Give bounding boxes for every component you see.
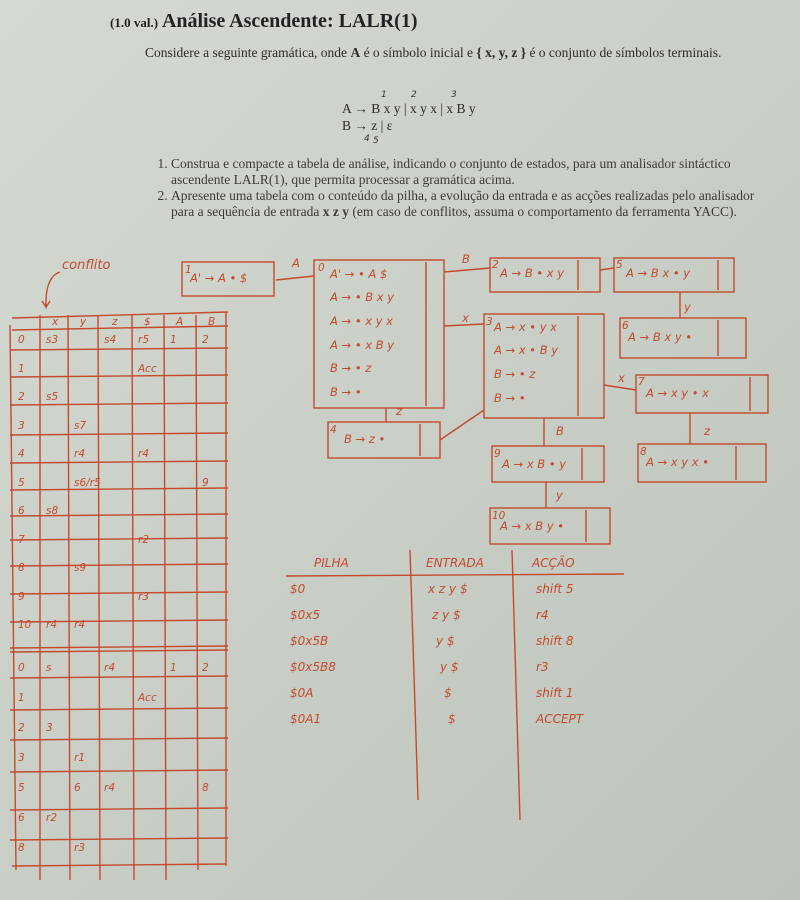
trace-cell: $0x5B [290,634,329,648]
parse-table-grid [10,312,228,880]
trace-cell: y $ [436,634,455,648]
trace-cell: shift 8 [536,634,574,648]
title-text: Análise Ascendente: LALR(1) [161,10,418,32]
parse-table-cell: 9 [202,476,209,489]
state-0-item-1: A' → • A $ [330,267,388,281]
intro-text-3: é o conjunto de símbolos terminais. [526,45,722,60]
parse-table-cell: s6/r5 [74,476,101,489]
trace-col-divider-2 [512,550,520,820]
parse-table-cell: 7 [18,533,25,546]
compact-table-cell: 8 [18,842,25,854]
parse-table-cell: 8 [18,562,25,574]
input-sequence: x z y [322,204,350,219]
state-2-item: A → B • x y [500,266,565,280]
compact-table-cell: r4 [104,782,115,794]
trace-header-stack: PILHA [314,556,349,570]
compact-table-cell: 8 [202,782,209,794]
transition-x2 [600,268,614,270]
state-10-number: 10 [492,510,506,522]
transition-label-y: y [684,300,691,314]
trace-cell: shift 5 [536,582,574,596]
question-2-text: Apresente uma tabela com o conteúdo da pilha, a evolução da entrada e as acções realizadas pelo analisador para a sequência de entrada [171,188,755,219]
parse-table-cell: s8 [46,505,59,517]
state-1-number: 1 [185,264,192,276]
parse-table-cell: r4 [74,619,85,631]
transition-label-B2: B [556,424,564,438]
transition-B [444,268,490,272]
transition-label-y2: y [556,488,563,502]
parse-table-cell: s5 [46,391,59,403]
transition-label-B: B [462,252,470,266]
intro-text-1: Considere a seguinte gramática, onde [145,45,351,60]
parse-table-cell: 2 [202,334,209,346]
table-header-dollar: $ [144,316,151,328]
parse-table-cell: s9 [74,562,87,574]
parse-table-cell: s7 [74,419,87,432]
state-4-item: B → z • [344,432,386,446]
state-2-number: 2 [492,259,499,271]
parse-table-cell: s4 [104,334,117,346]
compact-table-cell: r2 [46,812,57,824]
transition-y2 [604,385,636,390]
parse-table-cell: r2 [138,533,149,546]
parse-table-cell: r3 [138,590,149,603]
trace-header-action: ACÇÃO [532,556,575,570]
compact-table-cell: r3 [74,842,85,854]
parse-table-cell: 9 [18,590,25,603]
parse-table-cell: Acc [138,362,157,375]
parse-table-cell: 3 [18,419,25,432]
compact-table-cell: 6 [18,812,25,824]
state-7-item: A → x y • x [646,386,709,400]
transition-A [276,276,314,280]
compact-table-cell: 6 [74,782,81,794]
trace-cell: $0A1 [290,712,322,726]
compact-table-cell: Acc [138,692,157,704]
state-0-item-3: A → • x y x [330,314,393,328]
parse-table-cell: 10 [18,619,32,631]
compact-table-cell: 0 [18,662,25,674]
trace-col-divider-1 [410,550,418,800]
trace-cell: shift 1 [536,686,574,700]
state-9-number: 9 [494,448,501,460]
trace-header-input: ENTRADA [426,556,484,570]
state-3-item-2: A → x • B y [494,343,559,357]
state-8-item: A → x y x • [646,455,709,469]
table-header-A: A [176,316,184,328]
parse-table-cell: r5 [138,334,149,346]
state-8-number: 8 [640,446,647,458]
parse-table-cell: 4 [18,448,25,460]
state-7-number: 7 [638,376,645,388]
state-3-item-3: B → • z [494,367,536,381]
state-1-item: A' → A • $ [190,271,248,285]
compact-table-cell: 1 [170,662,177,674]
parse-table-cell: s3 [46,334,59,346]
grammar-rule-a: A → B x y | x y x | x B y [342,101,476,116]
trace-cell: r3 [536,660,549,674]
state-3-item-4: B → • [494,391,526,405]
rule-mark-2: 2 [411,90,417,100]
trace-cell: x z y $ [428,582,468,596]
conflict-label: conflito [62,258,111,273]
question-1: 1. Construa e compacte a tabela de análise, indicando o conjunto de estados, para um analisador sintáctico ascendente LALR(1), que permita processar a gramática acima. [171,156,757,188]
compact-table-cell: 2 [18,722,25,734]
trace-cell: z y $ [432,608,461,622]
transition-label-x2: x [618,371,625,385]
state-6-number: 6 [622,320,629,332]
rule-mark-4: 4 [364,134,370,144]
parse-table-cell: 6 [18,505,25,517]
parse-table-cell: 1 [18,362,25,375]
compact-table-cell: 5 [18,782,25,794]
start-symbol: A [350,45,361,60]
terminal-set: { x, y, z } [476,45,527,60]
trace-cell: r4 [536,608,549,622]
parse-table-cell: r4 [74,448,85,460]
rule-mark-1: 1 [381,90,387,100]
state-0-number: 0 [318,262,325,274]
state-0-item-4: A → • x B y [330,338,395,352]
state-4-number: 4 [330,424,337,436]
compact-table-cell: s [46,662,52,674]
trace-cell: $0x5 [290,608,321,622]
compact-table-cell: r4 [104,662,115,674]
trace-header-line [286,574,624,576]
table-header-B: B [208,316,216,328]
trace-cell: ACCEPT [536,712,584,726]
transition-label-A: A [292,256,300,270]
intro-text-2: é o símbolo inicial e [360,45,477,60]
compact-table-cell: 2 [202,662,209,674]
state-0-item-6: B → • [330,385,362,399]
grammar-rule-b: B → z | ε [342,118,393,133]
compact-table-cell: 1 [18,692,25,704]
state-10-item: A → x B y • [500,519,565,533]
parse-table-cell: 2 [18,391,25,403]
rule-mark-3: 3 [451,90,457,100]
transition-label-z: z [396,404,403,418]
trace-cell: $0A [290,686,314,700]
points-label: (1.0 val.) [110,15,159,30]
trace-cell: $0 [290,582,306,596]
compact-table-cell: 3 [46,722,53,734]
state-0-item-2: A → • B x y [330,290,395,304]
transition-label-x: x [462,311,469,325]
parse-table-cell: r4 [138,448,149,460]
transition-label-z2: z [704,424,711,438]
state-5-number: 5 [616,259,623,271]
state-0-item-5: B → • z [330,361,372,375]
transition-z2 [440,410,484,440]
conflict-arrow [42,272,60,307]
table-header-x: x [52,316,59,328]
state-9-item: A → x B • y [502,457,567,471]
trace-cell: y $ [440,660,459,674]
trace-cell: $ [444,686,452,700]
compact-table-cell: r1 [74,752,85,764]
state-3-item-1: A → x • y x [494,320,557,334]
parse-table-cell: 1 [170,334,177,346]
parse-table-cell: 5 [18,476,25,489]
parse-table-cell: r4 [46,619,57,631]
state-3-number: 3 [486,316,493,328]
table-header-z: z [112,316,118,328]
trace-cell: $ [448,712,456,726]
question-2-tail: (em caso de conflitos, assuma o comportamento da ferramenta YACC). [349,204,737,219]
state-6-item: A → B x y • [628,330,693,344]
parse-table-cell: 0 [18,334,25,346]
state-5-item: A → B x • y [626,266,691,280]
compact-table-cell: 3 [18,752,25,764]
table-header-y: y [80,316,87,328]
rule-mark-5: 5 [373,136,379,146]
trace-cell: $0x5B8 [290,660,336,674]
